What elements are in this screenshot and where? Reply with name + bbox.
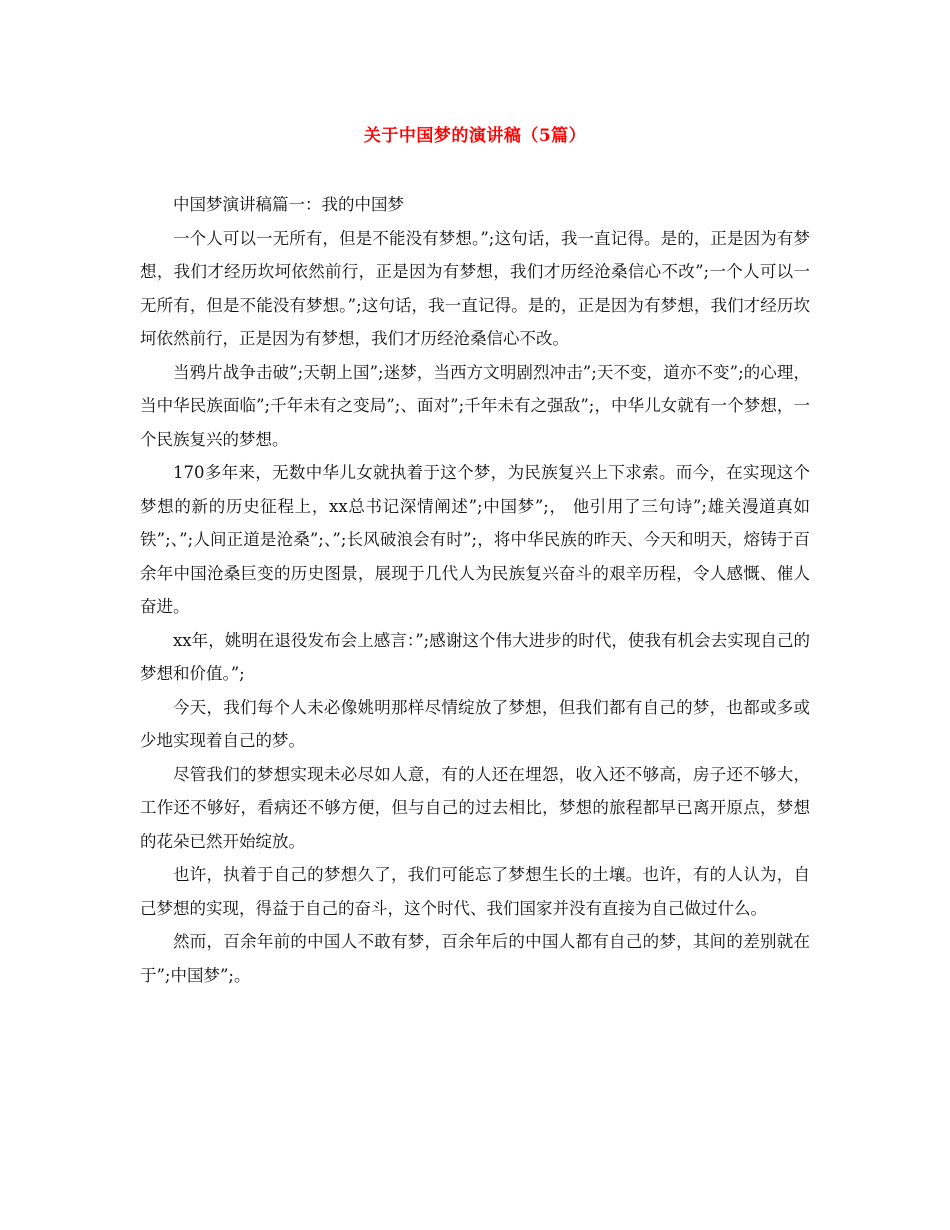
document-body bbox=[140, 188, 810, 992]
paragraph: 170多年来，无数中华儿女就执着于这个梦，为民族复兴上下求索。而今，在实现这个梦想的新的历史征程上，xx总书记深情阐述”;中国梦”;， 他引用了三句诗”;雄关漫道真如铁”;、”;人间正道是沧桑”;、”;长风破浪会有时”;，将中华民族的昨天、今天和明天，熔铸于百余年中国沧桑巨变的历史图景，展现于几代人为民族复兴奋斗的艰辛历程，令人感慨、催人奋进。 bbox=[140, 463, 810, 616]
paragraph: 尽管我们的梦想实现未必尽如人意，有的人还在埋怨，收入还不够高，房子还不够大，工作还不够好，看病还不够方便，但与自己的过去相比，梦想的旅程都早已离开原点，梦想的花朵已然开始绽放。 bbox=[140, 764, 810, 851]
document-title: 关于中国梦的演讲稿（5篇） bbox=[363, 126, 587, 146]
paragraph: xx年，姚明在退役发布会上感言：”;感谢这个伟大进步的时代，使我有机会去实现自己的梦想和价值。”; bbox=[140, 630, 810, 683]
paragraph: 然而，百余年前的中国人不敢有梦，百余年后的中国人都有自己的梦，其间的差别就在于”;中国梦”;。 bbox=[140, 932, 810, 985]
paragraph: 当鸦片战争击破”;天朝上国”;迷梦，当西方文明剧烈冲击”;天不变，道亦不变”;的心理，当中华民族面临”;千年未有之变局”;、面对”;千年未有之强敌”;，中华儿女就有一个梦想，一个民族复兴的梦想。 bbox=[140, 362, 810, 449]
section-heading: 中国梦演讲稿篇一：我的中国梦 bbox=[173, 195, 404, 214]
paragraph: 一个人可以一无所有，但是不能没有梦想。”;这句话，我一直记得。是的，正是因为有梦想，我们才经历坎坷依然前行，正是因为有梦想，我们才历经沧桑信心不改”;一个人可以一无所有，但是不能没有梦想。”;这句话，我一直记得。是的，正是因为有梦想，我们才经历坎坷依然前行，正是因为有梦想，我们才历经沧桑信心不改。 bbox=[140, 228, 810, 348]
paragraph: 今天，我们每个人未必像姚明那样尽情绽放了梦想，但我们都有自己的梦，也都或多或少地实现着自己的梦。 bbox=[140, 697, 810, 750]
paragraph: 也许，执着于自己的梦想久了，我们可能忘了梦想生长的土壤。也许，有的人认为，自己梦想的实现，得益于自己的奋斗，这个时代、我们国家并没有直接为自己做过什么。 bbox=[140, 865, 810, 918]
